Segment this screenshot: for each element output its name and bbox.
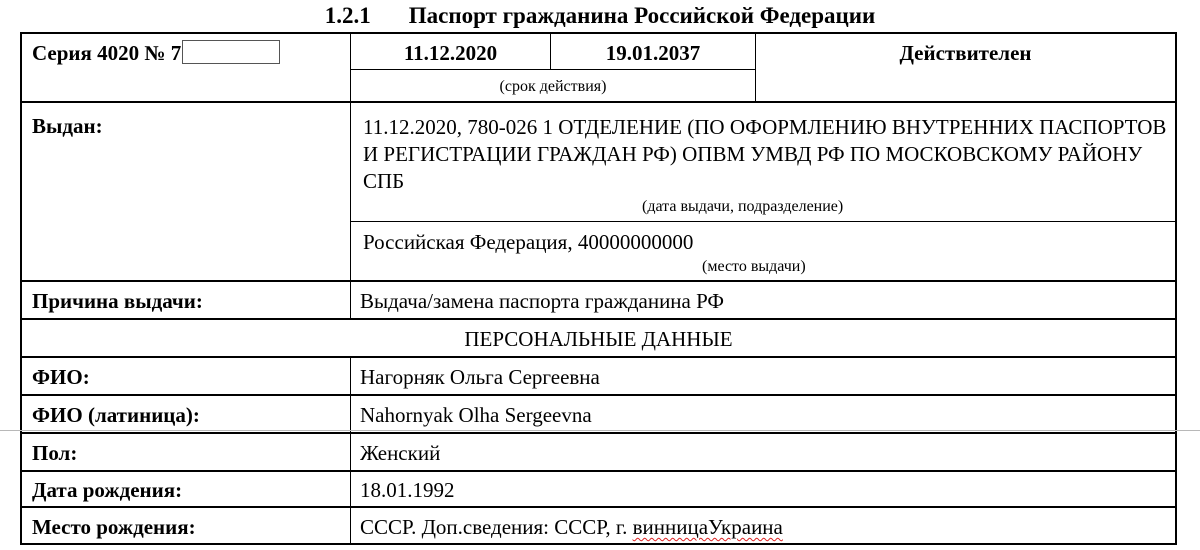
rule-after-issued <box>20 280 1177 282</box>
document-heading <box>0 2 1200 30</box>
birth-place-value <box>360 514 783 540</box>
fio-value: Нагорняк Ольга Сергеевна <box>360 365 600 389</box>
rule-after-gender <box>20 470 1177 472</box>
birth-date-label: Дата рождения: <box>32 478 183 502</box>
gender-label: Пол: <box>32 441 78 465</box>
issued-place: Российская Федерация, 40000000000 <box>363 230 694 254</box>
birth-place-text: СССР. Доп.сведения: СССР, г. <box>360 515 633 539</box>
reason-label: Причина выдачи: <box>32 289 203 313</box>
rule-after-fio-lat <box>20 432 1177 434</box>
issued-label: Выдан: <box>32 114 103 138</box>
reason-value: Выдача/замена паспорта гражданина РФ <box>360 289 725 313</box>
heading-number: 1.2.1 <box>324 3 371 28</box>
page-break-line <box>0 430 1200 431</box>
spellcheck-flagged-text: винницаУкраина <box>632 515 783 539</box>
heading-title: Паспорт гражданина Российской Федерации <box>408 3 876 28</box>
gender-value: Женский <box>360 441 441 465</box>
rule-after-section <box>20 356 1177 358</box>
issued-place-caption: (место выдачи) <box>702 258 806 275</box>
col-divider-upper <box>350 101 351 319</box>
rule-after-fio <box>20 394 1177 396</box>
birth-place-label: Место рождения: <box>32 515 196 539</box>
series-label: Серия 4020 № 7 <box>32 41 182 65</box>
status-value: Действителен <box>899 41 1032 65</box>
table-border-right <box>1175 32 1177 545</box>
redacted-number-box <box>182 40 280 64</box>
validity-caption: (срок действия) <box>499 78 607 95</box>
rule-issued-split <box>350 221 1177 222</box>
birth-date-value: 18.01.1992 <box>360 478 455 502</box>
rule-after-header <box>20 101 1177 103</box>
series-cell <box>32 40 280 66</box>
table-border-left <box>20 32 22 545</box>
table-border-top <box>20 32 1177 34</box>
table-border-bottom <box>20 543 1177 545</box>
expiry-date: 19.01.2037 <box>605 41 701 65</box>
issue-date: 11.12.2020 <box>403 41 498 65</box>
fio-lat-value: Nahornyak Olha Sergeevna <box>360 403 592 427</box>
rule-after-birth-date <box>20 506 1177 508</box>
issued-value: 11.12.2020, 780-026 1 ОТДЕЛЕНИЕ (ПО ОФОРМЛЕНИЮ ВНУТРЕННИХ ПАСПОРТОВ И РЕГИСТРАЦИИ ГРАЖДАН РФ) ОПВМ УМВД РФ ПО МОСКОВСКОМУ РАЙОНУ СПБ <box>363 115 1167 193</box>
section-title: ПЕРСОНАЛЬНЫЕ ДАННЫЕ <box>464 327 733 351</box>
rule-validity-caption <box>350 69 755 70</box>
fio-lat-label: ФИО (латиница): <box>32 403 200 427</box>
issued-value-caption: (дата выдачи, подразделение) <box>642 198 844 215</box>
col-divider-lower <box>350 356 351 544</box>
fio-label: ФИО: <box>32 365 90 389</box>
rule-after-reason <box>20 318 1177 320</box>
